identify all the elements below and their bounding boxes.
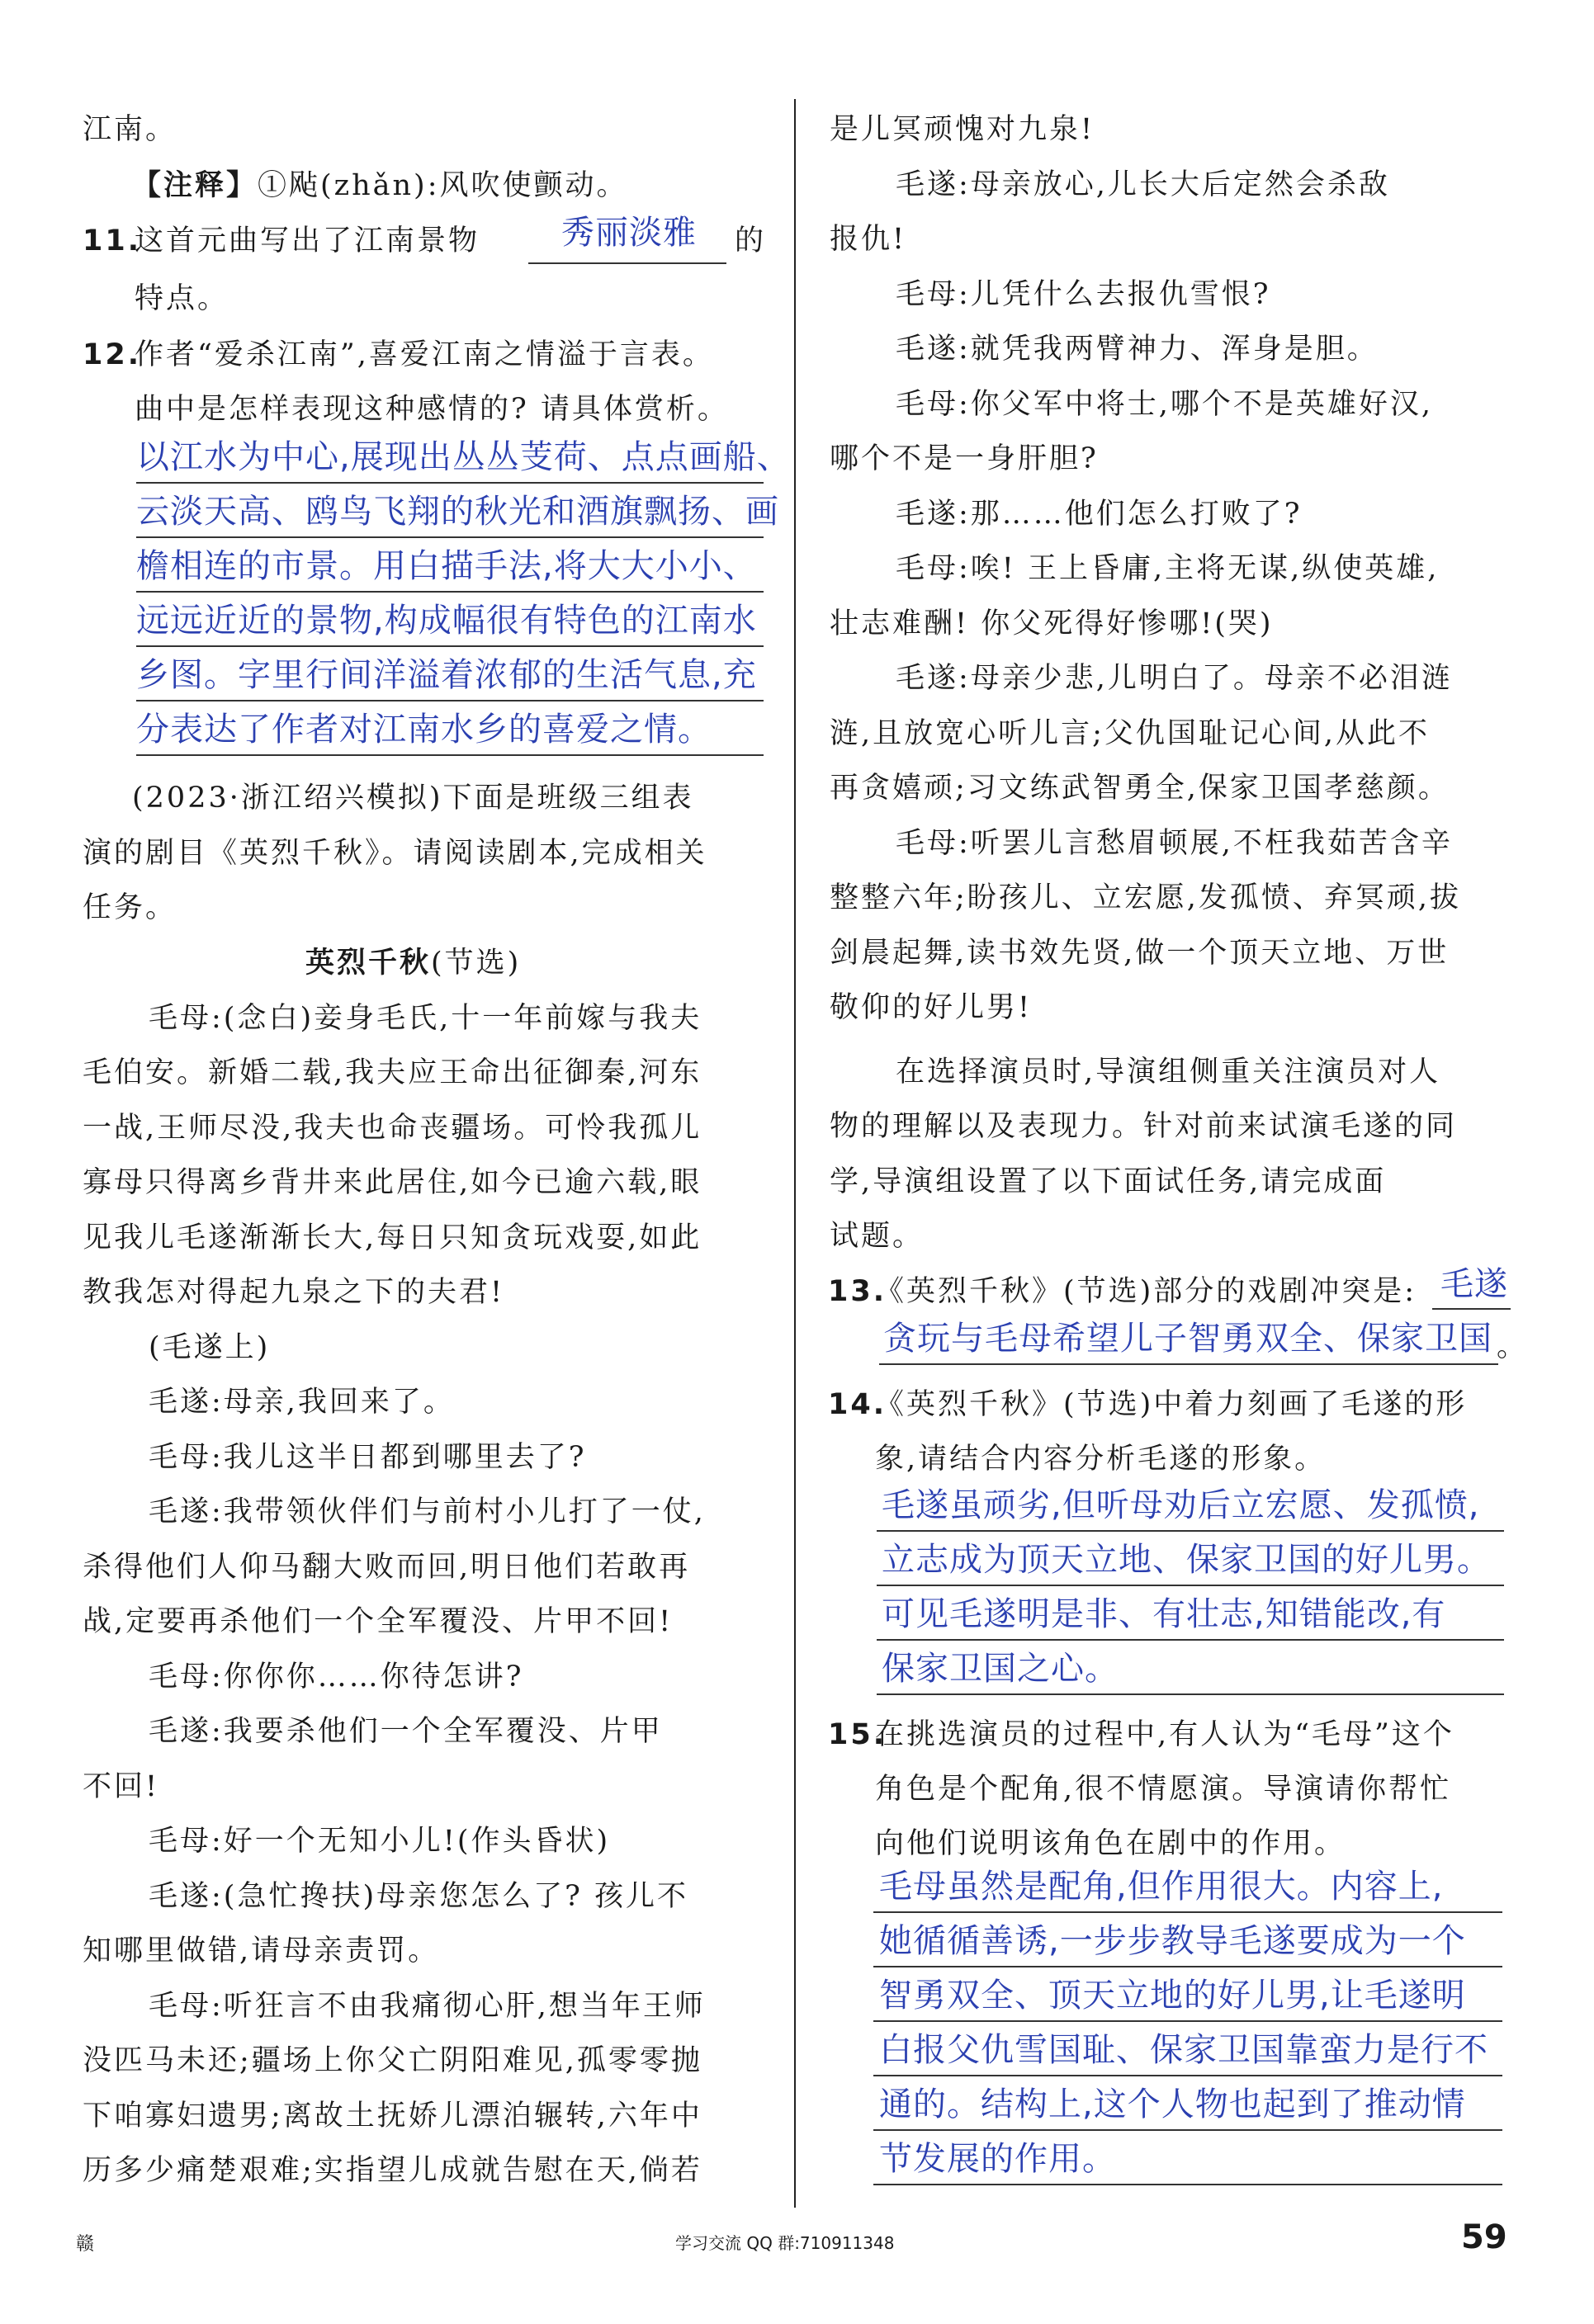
q13-end: 。 (1497, 1330, 1529, 1363)
play-line: 战,定要再杀他们一个全军覆没、片甲不回! (83, 1605, 674, 1638)
q14-number: 14. (828, 1388, 887, 1421)
answer-rule (873, 2075, 1502, 2076)
play-line: 毛遂:我要杀他们一个全军覆没、片甲 (149, 1715, 663, 1748)
q15-line1: 在挑选演员的过程中,有人认为“毛母”这个 (875, 1718, 1454, 1751)
q15-line3: 向他们说明该角色在剧中的作用。 (875, 1827, 1346, 1860)
page-number: 59 (1461, 2218, 1507, 2256)
task-intro: 试题。 (830, 1220, 925, 1253)
answer-rule (136, 700, 764, 701)
q12-line1: 作者“爱杀江南”,喜爱江南之情溢于言表。 (135, 338, 714, 371)
play-line: (毛遂上) (149, 1331, 271, 1364)
passage-intro: (2023·浙江绍兴模拟)下面是班级三组表 (132, 782, 694, 815)
passage-intro: 任务。 (83, 891, 177, 924)
play-line: 涟,且放宽心听儿言;父仇国耻记心间,从此不 (830, 717, 1431, 750)
answer-rule (136, 645, 764, 647)
play-line: 下咱寡妇遗男;离故土抚娇儿漂泊辗转,六年中 (83, 2100, 702, 2133)
play-line: 毛母:听罢儿言愁眉顿展,不枉我茹苦含辛 (896, 827, 1453, 860)
play-line: 毛遂:就凭我两臂神力、浑身是胆。 (896, 333, 1379, 366)
q14-line1: 《英烈千秋》(节选)中着力刻画了毛遂的形 (875, 1388, 1468, 1421)
q13-number: 13. (828, 1275, 887, 1308)
q14-line2: 象,请结合内容分析毛遂的形象。 (875, 1443, 1327, 1476)
play-line: 报仇! (830, 223, 907, 256)
play-line: 毛母:儿凭什么去报仇雪恨? (896, 278, 1271, 311)
answer-rule (136, 482, 764, 484)
q13-answer: 贪玩与毛母希望儿子智勇双全、保家卫国 (883, 1320, 1492, 1358)
answer-rule (877, 1639, 1504, 1641)
play-line: 教我怎对得起九泉之下的夫君! (83, 1276, 505, 1309)
answer-rule (877, 1530, 1504, 1532)
play-line: 毛母:(念白)妾身毛氏,十一年前嫁与我夫 (149, 1002, 702, 1035)
passage-intro: 演的剧目《英烈千秋》。请阅读剧本,完成相关 (83, 837, 707, 870)
q12-number: 12. (83, 338, 142, 371)
note: 【注释】①飐(zhǎn):风吹使颤动。 (132, 169, 628, 202)
answer-rule (873, 2184, 1502, 2185)
q12-answer-line: 檐相连的市景。用白描手法,将大大小小、 (136, 547, 757, 585)
task-intro: 在选择演员时,导演组侧重关注演员对人 (896, 1056, 1441, 1089)
q12-answer-line: 云淡天高、鸥鸟飞翔的秋光和酒旗飘扬、画 (136, 493, 779, 531)
play-line: 毛遂:母亲少悲,儿明白了。母亲不必泪涟 (896, 662, 1453, 695)
play-line: 毛遂:我带领伙伴们与前村小儿打了一仗, (149, 1495, 706, 1528)
q15-line2: 角色是个配角,很不情愿演。导演请你帮忙 (875, 1773, 1452, 1806)
answer-rule (877, 1585, 1504, 1586)
q11-text-post: 的 (735, 224, 767, 257)
play-line: 毛母:唉! 王上昏庸,主将无谋,纵使英雄, (896, 552, 1440, 585)
answer-rule (873, 1966, 1502, 1967)
answer-rule (136, 536, 764, 538)
task-intro: 物的理解以及表现力。针对前来试演毛遂的同 (830, 1110, 1458, 1143)
play-line: 毛母:好一个无知小儿!(作头昏状) (149, 1825, 611, 1858)
play-line: 毛母:我儿这半日都到哪里去了? (149, 1441, 587, 1474)
play-line: 敬仰的好儿男! (830, 991, 1033, 1024)
q12-answer-line: 远远近近的景物,构成幅很有特色的江南水 (136, 602, 757, 640)
task-intro: 学,导演组设置了以下面试任务,请完成面 (830, 1165, 1387, 1198)
q15-answer-line: 毛母虽然是配角,但作用很大。内容上, (879, 1868, 1444, 1906)
play-line: 寡母只得离乡背井来此居住,如今已逾六载,眼 (83, 1166, 702, 1199)
play-line: 毛伯安。新婚二载,我夫应王命出征御秦,河东 (83, 1056, 702, 1089)
play-line: 历多少痛楚艰难;实指望儿成就告慰在天,倘若 (83, 2154, 702, 2187)
footer-qq-group: 学习交流 QQ 群:710911348 (675, 2233, 895, 2253)
play-line: 毛遂:(急忙搀扶)母亲您怎么了? 孩儿不 (149, 1880, 688, 1913)
play-line: 毛母:听狂言不由我痛彻心肝,想当年王师 (149, 1990, 706, 2023)
q14-answer-line: 可见毛遂明是非、有壮志,知错能改,有 (882, 1595, 1446, 1633)
footer-region-mark: 赣 (76, 2234, 95, 2255)
play-line: 不回! (83, 1770, 160, 1803)
q14-answer-line: 毛遂虽顽劣,但听母劝后立宏愿、发孤愤, (882, 1486, 1480, 1524)
play-line: 一战,王师尽没,我夫也命丧疆场。可怜我孤儿 (83, 1112, 702, 1145)
answer-rule (136, 591, 764, 593)
column-divider (794, 99, 796, 2208)
q11-line2: 特点。 (135, 282, 229, 315)
q13-answer: 毛遂 (1440, 1265, 1508, 1303)
answer-rule (1432, 1308, 1511, 1310)
q15-answer-line: 智勇双全、顶天立地的好儿男,让毛遂明 (879, 1977, 1466, 2015)
play-line: 整整六年;盼孩儿、立宏愿,发孤愤、弃冥顽,拔 (830, 881, 1462, 914)
q11-number: 11. (83, 224, 142, 257)
q14-answer-line: 保家卫国之心。 (882, 1650, 1119, 1688)
play-line: 杀得他们人仰马翻大败而回,明日他们若敢再 (83, 1551, 691, 1584)
answer-rule (136, 754, 764, 756)
answer-rule (873, 1911, 1502, 1913)
q11-answer: 秀丽淡雅 (561, 214, 697, 252)
q14-answer-line: 立志成为顶天立地、保家卫国的好儿男。 (882, 1541, 1491, 1579)
play-line: 知哪里做错,请母亲责罚。 (83, 1934, 440, 1967)
play-line: 壮志难酬! 你父死得好惨哪!(哭) (830, 607, 1274, 640)
q13-text: 《英烈千秋》(节选)部分的戏剧冲突是: (875, 1275, 1417, 1308)
play-line: 剑晨起舞,读书效先贤,做一个顶天立地、万世 (830, 937, 1450, 970)
q12-answer-line: 分表达了作者对江南水乡的喜爱之情。 (136, 711, 712, 749)
play-line: 毛遂:那……他们怎么打败了? (896, 498, 1303, 531)
answer-rule (877, 1693, 1504, 1695)
q15-answer-line: 通的。结构上,这个人物也起到了推动情 (879, 2085, 1466, 2123)
answer-rule (873, 2020, 1502, 2022)
q15-answer-line: 节发展的作用。 (879, 2140, 1116, 2178)
q12-answer-line: 以江水为中心,展现出丛丛芰荷、点点画船、 (136, 438, 791, 476)
play-line: 再贪嬉顽;习文练武智勇全,保家卫国孝慈颜。 (830, 772, 1450, 805)
q15-number: 15. (828, 1718, 887, 1751)
intro-end: 江南。 (83, 113, 177, 146)
play-line: 毛母:你父军中将士,哪个不是英雄好汉, (896, 388, 1434, 421)
q11-blank-line (528, 262, 726, 264)
q11-text-pre: 这首元曲写出了江南景物 (135, 224, 480, 257)
play-line: 没匹马未还;疆场上你父亡阴阳难见,孤零零抛 (83, 2044, 702, 2077)
answer-rule (879, 1363, 1498, 1365)
play-line: 毛遂:母亲放心,儿长大后定然会杀敌 (896, 168, 1390, 201)
q15-answer-line: 她循循善诱,一步步教导毛遂要成为一个 (879, 1922, 1466, 1960)
answer-rule (873, 2129, 1502, 2131)
q15-answer-line: 白报父仇雪国耻、保家卫国靠蛮力是行不 (879, 2031, 1488, 2069)
q12-answer-line: 乡图。字里行间洋溢着浓郁的生活气息,充 (136, 656, 757, 694)
play-line: 哪个不是一身肝胆? (830, 442, 1099, 475)
play-line: 见我儿毛遂渐渐长大,每日只知贪玩戏耍,如此 (83, 1221, 702, 1254)
q12-line2: 曲中是怎样表现这种感情的? 请具体赏析。 (135, 393, 729, 426)
play-line: 毛遂:母亲,我回来了。 (149, 1386, 455, 1419)
play-line: 是儿冥顽愧对九泉! (830, 113, 1095, 146)
play-line: 毛母:你你你……你待怎讲? (149, 1660, 524, 1693)
play-title: 英烈千秋(节选) (305, 947, 522, 980)
